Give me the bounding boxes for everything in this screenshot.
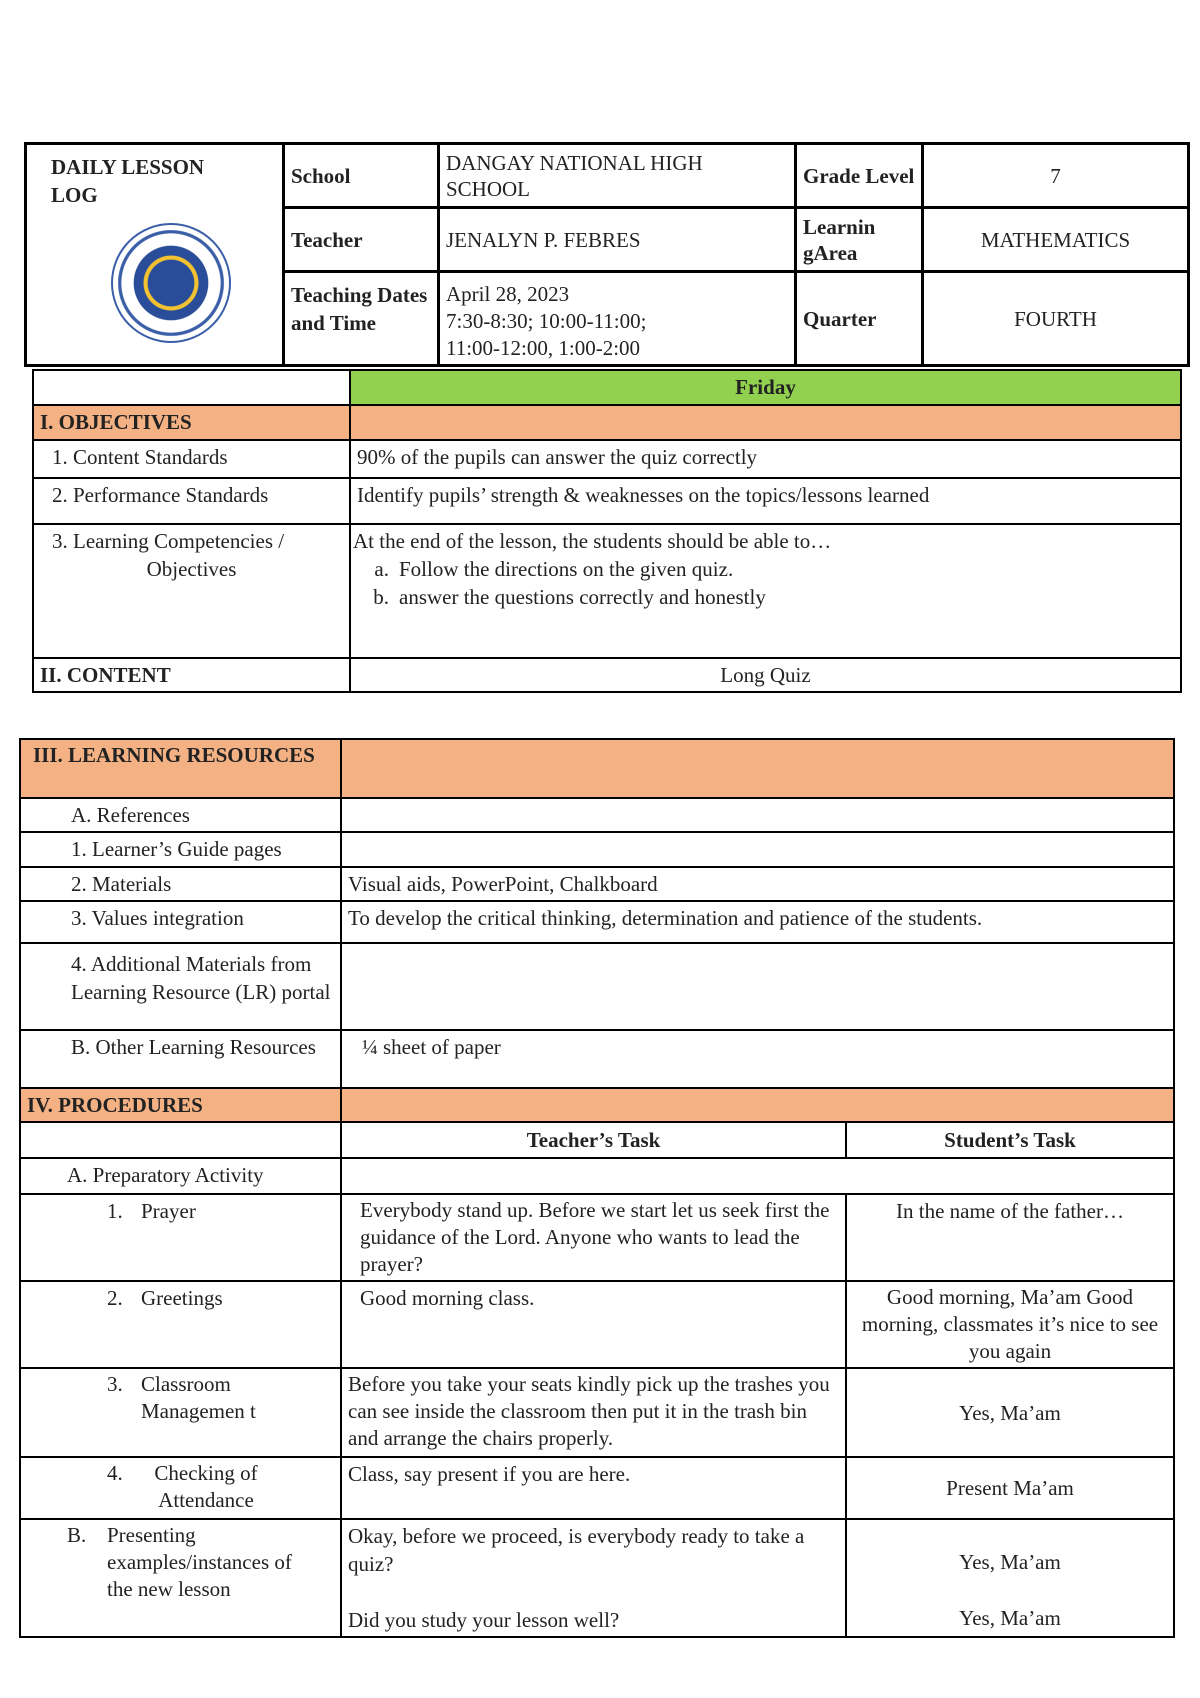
table-row (20, 1281, 1174, 1368)
competency-marker: a. (374, 557, 389, 581)
procedures-section: IV. PROCEDURES (20, 1088, 341, 1122)
other-value: ¼ sheet of paper (341, 1030, 1174, 1088)
procedure-label (20, 1194, 341, 1281)
content-section: II. CONTENT (33, 658, 350, 692)
student-task: Good morning, Ma’am Good morning, classmates it’s nice to see you again (846, 1281, 1174, 1368)
content-value: Long Quiz (350, 658, 1181, 692)
teacher-label: Teacher (284, 208, 439, 272)
quarter-label: Quarter (796, 272, 923, 366)
preparatory-value (341, 1158, 1174, 1194)
table-row (20, 1519, 1174, 1637)
content-standards-label: 1. Content Standards (33, 440, 350, 478)
competencies-intro: At the end of the lesson, the students should be able to… (353, 529, 832, 553)
objectives-section: I. OBJECTIVES (33, 405, 350, 440)
grade-value: 7 (923, 144, 1189, 208)
guide-label: 1. Learner’s Guide pages (20, 832, 341, 867)
school-label: School (284, 144, 439, 208)
competency-text: answer the questions correctly and honestly (399, 585, 766, 609)
quarter-value: FOURTH (923, 272, 1189, 366)
teacher-task-header: Teacher’s Task (341, 1122, 846, 1158)
materials-label: 2. Materials (20, 867, 341, 901)
procedures-section-blank (341, 1088, 1174, 1122)
table-row (20, 1368, 1174, 1457)
objectives-table (32, 369, 1182, 693)
table-row (20, 1194, 1174, 1281)
materials-value: Visual aids, PowerPoint, Chalkboard (341, 867, 1174, 901)
area-label: Learnin gArea (796, 208, 923, 272)
teacher-task: Everybody stand up. Before we start let us seek first the guidance of the Lord. Anyone who wants to lead the prayer? (341, 1194, 846, 1281)
procedure-num: 3. (107, 1372, 123, 1396)
presenting-student-1: Yes, Ma’am (959, 1550, 1061, 1574)
procedure-name: Prayer (141, 1199, 196, 1223)
additional-value (341, 943, 1174, 1030)
teacher-task: Before you take your seats kindly pick up the trashes you can see inside the classroom then put it in the trash bin and arrange the chairs properly. (341, 1368, 846, 1457)
preparatory-label: A. Preparatory Activity (20, 1158, 341, 1194)
dates-line-3: 11:00-12:00, 1:00-2:00 (446, 336, 641, 360)
dates-value (439, 272, 796, 366)
procedure-name: Classroom Managemen t (141, 1372, 256, 1423)
student-task: Yes, Ma’am (846, 1368, 1174, 1457)
competencies-label (33, 524, 350, 658)
resources-procedures-table (19, 738, 1175, 1638)
resources-section: III. LEARNING RESOURCES (20, 739, 341, 798)
performance-label: 2. Performance Standards (33, 478, 350, 524)
teacher-task: Good morning class. (341, 1281, 846, 1368)
procedure-name: Checking of Attendance (154, 1461, 258, 1512)
procedure-label (20, 1281, 341, 1368)
area-value: MATHEMATICS (923, 208, 1189, 272)
dates-line-2: 7:30-8:30; 10:00-11:00; (446, 309, 647, 333)
references-label: A. References (20, 798, 341, 832)
student-task: In the name of the father… (846, 1194, 1174, 1281)
presenting-teacher-1: Okay, before we proceed, is everybody ready to take a quiz? (348, 1524, 805, 1576)
presenting-label: B. Presenting examples/instances of the new lesson (20, 1519, 341, 1637)
procedure-num: 4. (107, 1461, 123, 1485)
title-cell (26, 144, 284, 366)
competency-marker: b. (373, 585, 389, 609)
deped-seal-icon (111, 223, 231, 343)
procedure-num: 1. (107, 1199, 123, 1223)
references-value (341, 798, 1174, 832)
procedures-header-blank (20, 1122, 341, 1158)
competencies-label-2: Objectives (146, 557, 237, 581)
student-task-header: Student’s Task (846, 1122, 1174, 1158)
dates-label: Teaching Dates and Time (284, 272, 439, 366)
procedure-label (20, 1457, 341, 1519)
dates-line-1: April 28, 2023 (446, 282, 570, 306)
header-table (24, 142, 1190, 367)
performance-value: Identify pupils’ strength & weaknesses on the topics/lessons learned (350, 478, 1181, 524)
teacher-task: Class, say present if you are here. (341, 1457, 846, 1519)
student-task: Present Ma’am (846, 1457, 1174, 1519)
procedure-name: Greetings (141, 1286, 223, 1310)
competency-text: Follow the directions on the given quiz. (399, 557, 734, 581)
presenting-student-2: Yes, Ma’am (959, 1606, 1061, 1630)
content-standards-value: 90% of the pupils can answer the quiz correctly (350, 440, 1181, 478)
values-label: 3. Values integration (20, 901, 341, 943)
competency-item (353, 555, 1174, 583)
objectives-section-blank (350, 405, 1181, 440)
presenting-teacher (341, 1519, 846, 1637)
presenting-teacher-2: Did you study your lesson well? (348, 1608, 620, 1632)
teacher-value: JENALYN P. FEBRES (439, 208, 796, 272)
other-label: B. Other Learning Resources (20, 1030, 341, 1088)
competencies-value (350, 524, 1181, 658)
day-header: Friday (350, 370, 1181, 405)
guide-value (341, 832, 1174, 867)
competency-item (353, 583, 1174, 611)
log-title: DAILY LESSON LOG (51, 155, 205, 207)
grade-label: Grade Level (796, 144, 923, 208)
additional-label: 4. Additional Materials from Learning Resource (LR) portal (20, 943, 341, 1030)
school-value: DANGAY NATIONAL HIGH SCHOOL (439, 144, 796, 208)
resources-section-blank (341, 739, 1174, 798)
blank-cell (33, 370, 350, 405)
competencies-label-1: 3. Learning Competencies / (52, 529, 285, 553)
table-row (20, 1457, 1174, 1519)
procedure-label (20, 1368, 341, 1457)
values-value: To develop the critical thinking, determination and patience of the students. (341, 901, 1174, 943)
presenting-student (846, 1519, 1174, 1637)
procedure-num: 2. (107, 1286, 123, 1310)
presenting-text: Presenting examples/instances of the new lesson (107, 1523, 292, 1601)
